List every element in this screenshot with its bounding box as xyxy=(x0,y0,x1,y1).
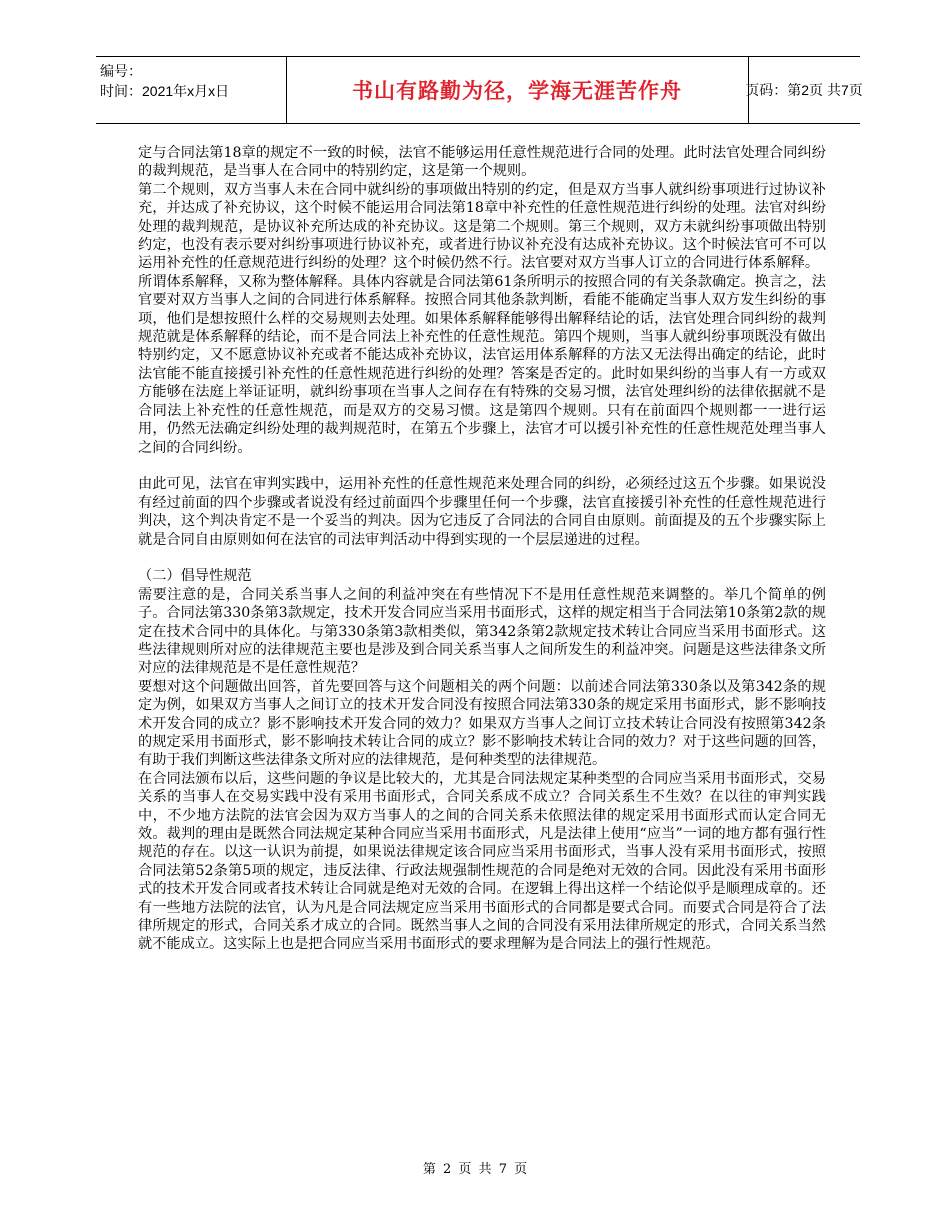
document-body xyxy=(138,144,826,954)
paragraph: 在合同法颁布以后，这些问题的争议是比较大的，尤其是合同法规定某种类型的合同应当采用书面形式，交易关系的当事人在交易实践中没有采用书面形式，合同关系成不成立？合同关系生不生效？在以往的审判实践中，不少地方法院的法官会因为双方当事人的之间的合同关系未依照法律的规定采用书面形式而认定合同无效。裁判的理由是既然合同法规定某种合同应当采用书面形式，凡是法律上使用“应当”一词的地方都有强行性规范的存在。以这一认识为前提，如果说法律规定该合同应当采用书面形式，当事人没有采用书面形式，按照合同法第52条第5项的规定，违反法律、行政法规强制性规范的合同是绝对无效的合同。因此没有采用书面形式的技术开发合同或者技术转让合同就是绝对无效的合同。在逻辑上得出这样一个结论似乎是顺理成章的。还有一些地方法院的法官，认为凡是合同法规定应当采用书面形式的合同都是要式合同。而要式合同是符合了法律所规定的形式，合同关系才成立的合同。既然当事人之间的合同没有采用法律所规定的形式，合同关系当然就不能成立。这实际上也是把合同应当采用书面形式的要求理解为是合同法上的强行性规范。 xyxy=(138,770,826,953)
page-footer: 第 2 页 共 7 页 xyxy=(422,1162,528,1177)
paragraph: 需要注意的是，合同关系当事人之间的利益冲突在有些情况下不是用任意性规范来调整的。举几个简单的例子。合同法第330条第3款规定，技术开发合同应当采用书面形式，这样的规定相当于合同法第10条第2款的规定在技术合同中的具体化。与第330条第3款相类似，第342条第2款规定技术转让合同应当采用书面形式。这些法律规则所对应的法律规范主要也是涉及到合同关系当事人之间所发生的利益冲突。问题是这些法律条文所对应的法律规范是不是任意性规范？ xyxy=(138,586,826,677)
paragraph: 要想对这个问题做出回答，首先要回答与这个问题相关的两个问题：以前述合同法第330条以及第342条的规定为例，如果双方当事人之间订立的技术开发合同没有按照合同法第330条的规定采用书面形式，影不影响技术开发合同的成立？影不影响技术开发合同的效力？如果双方当事人之间订立技术转让合同没有按照第342条的规定采用书面形式，影不影响技术转让合同的成立？影不影响技术转让合同的效力？对于这些问题的回答，有助于我们判断这些法律条文所对应的法律规范，是何种类型的法律规范。 xyxy=(138,678,826,769)
time-label: 时间：2021年x月x日 xyxy=(100,83,230,99)
paragraph-gap xyxy=(138,457,826,475)
paragraph: 所谓体系解释，又称为整体解释。具体内容就是合同法第61条所明示的按照合同的有关条款确定。换言之，法官要对双方当事人之间的合同进行体系解释。按照合同其他条款判断，看能不能确定当事人双方发生纠纷的事项，他们是想按照什么样的交易规则去处理。如果体系解释能够得出解释结论的话，法官处理合同纠纷的裁判规范就是体系解释的结论，而不是合同法上补充性的任意性规范。第四个规则，当事人就纠纷事项既没有做出特别约定，又不愿意协议补充或者不能达成补充协议，法官运用体系解释的方法又无法得出确定的结论，此时法官能不能直接援引补充性的任意性规范进行纠纷的处理？答案是否定的。此时如果纠纷的当事人有一方或双方能够在法庭上举证证明，就纠纷事项在当事人之间存在有特殊的交易习惯，法官处理纠纷的法律依据就不是合同法上补充性的任意性规范，而是双方的交易习惯。这是第四个规则。只有在前面四个规则都一一进行运用，仍然无法确定纠纷处理的裁判规范时，在第五个步骤上，法官才可以援引补充性的任意性规范处理当事人之间的合同纠纷。 xyxy=(138,273,826,456)
section-heading: （二）倡导性规范 xyxy=(138,568,252,585)
paragraph: 由此可见，法官在审判实践中，运用补充性的任意性规范来处理合同的纠纷，必须经过这五个步骤。如果说没有经过前面的四个步骤或者说没有经过前面四个步骤里任何一个步骤，法官直接援引补充性的任意性规范进行判决，这个判决肯定不是一个妥当的判决。因为它违反了合同法的合同自由原则。前面提及的五个步骤实际上就是合同自由原则如何在法官的司法审判活动中得到实现的一个层层递进的过程。 xyxy=(138,476,826,548)
paragraph: 定与合同法第18章的规定不一致的时候，法官不能够运用任意性规范进行合同的处理。此时法官处理合同纠纷的裁判规范，是当事人在合同中的特别约定，这是第一个规则。 xyxy=(138,145,826,180)
header-page-cell xyxy=(745,57,863,123)
paragraph: 第二个规则，双方当事人未在合同中就纠纷的事项做出特别的约定，但是双方当事人就纠纷事项进行过协议补充，并达成了补充协议，这个时候不能运用合同法第18章中补充性的任意性规范进行纠纷的处理。法官对纠纷处理的裁判规范，是协议补充所达成的补充协议。这是第二个规则。第三个规则，双方未就纠纷事项做出特别约定，也没有表示要对纠纷事项进行协议补充，或者进行协议补充没有达成补充协议。这个时候法官可不可以运用补充性的任意规范进行纠纷的处理？这个时候仍然不行。法官要对双方当事人订立的合同进行体系解释。 xyxy=(138,181,826,272)
page-indicator: 页码：第2页 共7页 xyxy=(745,82,863,98)
header-motto-cell xyxy=(286,57,749,123)
header-info-cell xyxy=(96,57,287,123)
motto-text: 书山有路勤为径，学海无涯苦作舟 xyxy=(352,80,682,103)
page-header xyxy=(96,56,863,124)
paragraph-gap xyxy=(138,549,826,567)
number-label: 编号： xyxy=(100,63,142,79)
